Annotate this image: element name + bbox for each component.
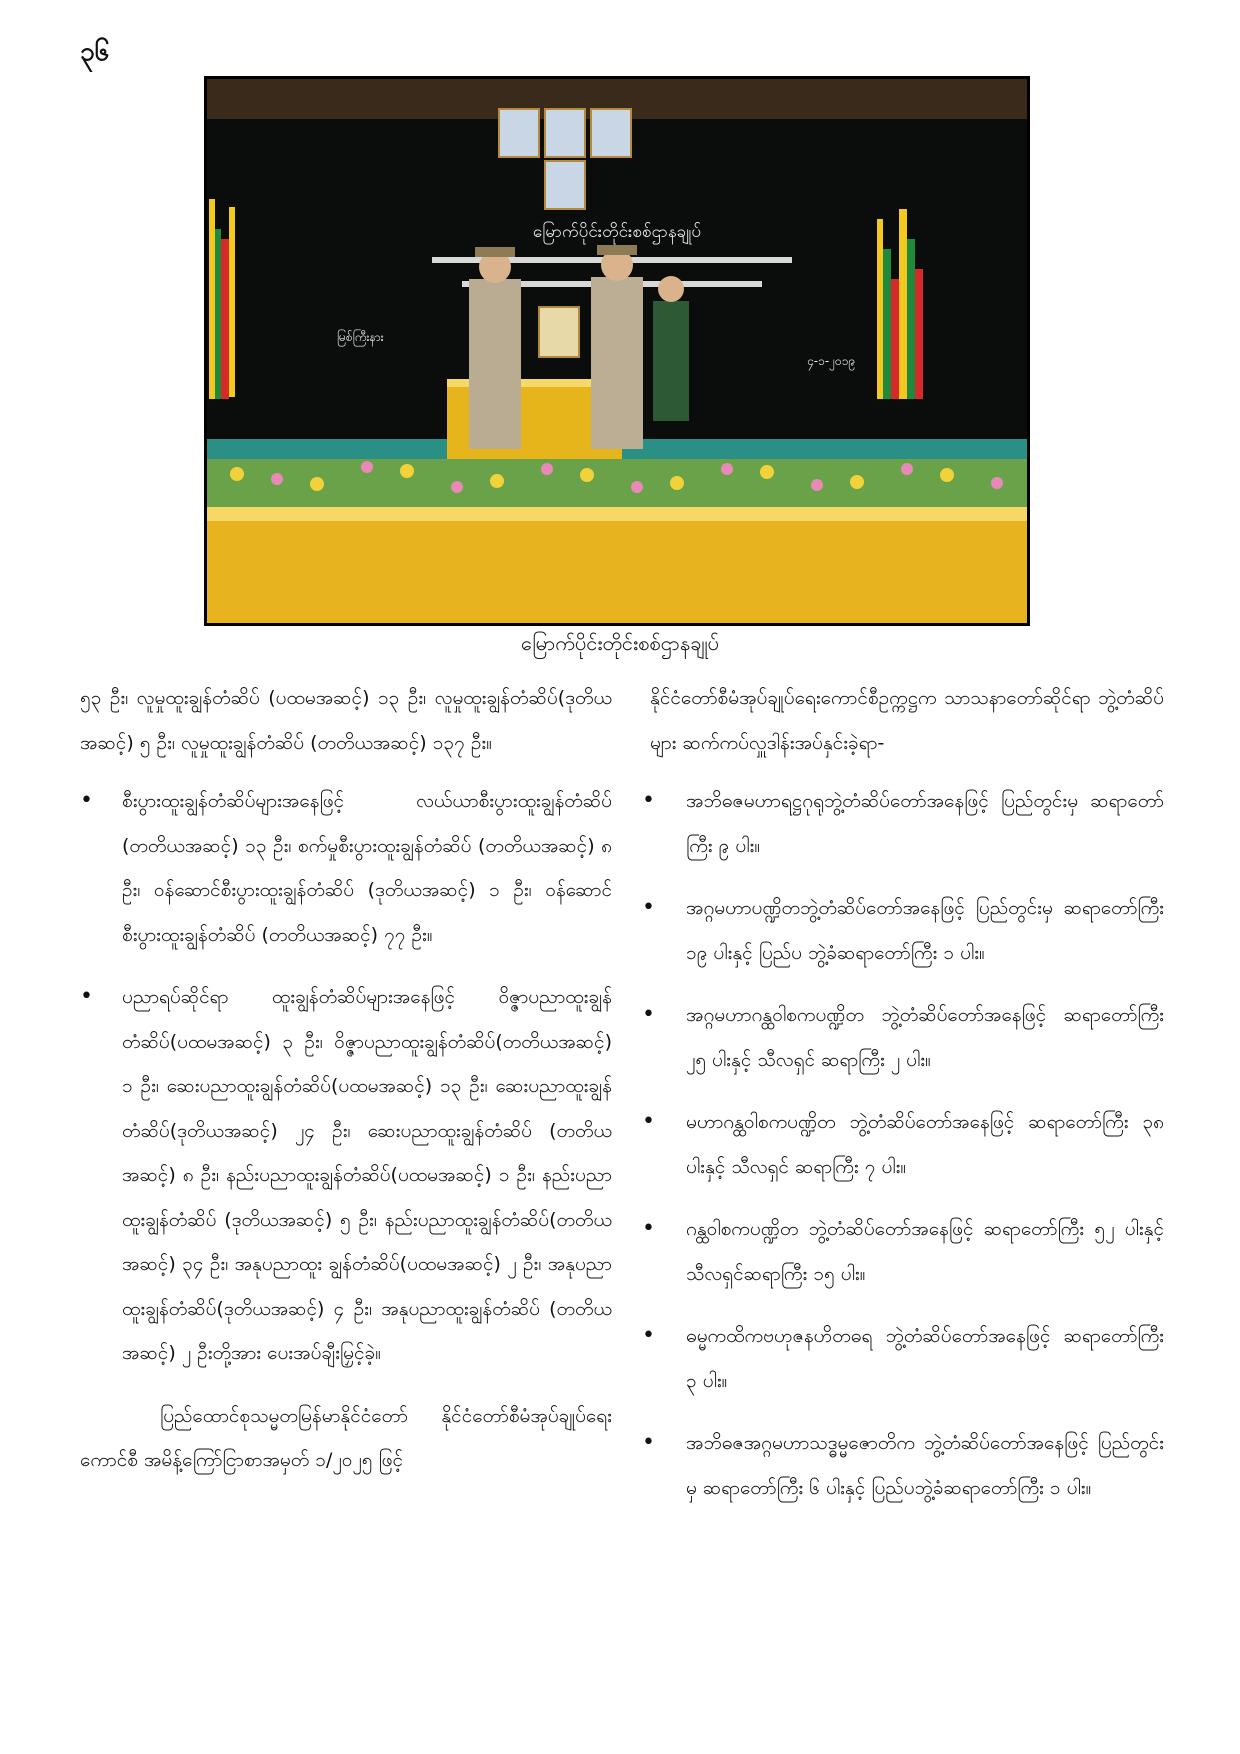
- left-column: [80, 676, 612, 1497]
- page-number: ၃၆: [80, 37, 110, 67]
- left-bullet-list: [80, 779, 612, 1376]
- list-item: • ဂန္ထဝါစကပဏ္ဍိတ ဘွဲ့တံဆိပ်တော်အနေဖြင့် ဆရာတော်ကြီး ၅၂ ပါးနှင့် သီလရှင်ဆရာကြီး ၁၅ ပါး။: [642, 1207, 1164, 1296]
- list-item: • အဘိဓဇအဂ္ဂမဟာသဒ္ဓမ္မဇောတိက ဘွဲ့တံဆိပ်တော်အနေဖြင့် ပြည်တွင်းမှ ဆရာတော်ကြီး ၆ ပါးနှင့် ပြည်ပဘွဲ့ခံဆရာတော်ကြီး ၁ ပါး။: [642, 1421, 1164, 1510]
- right-bullet-list: [650, 779, 1164, 1510]
- list-item: • အဘိဓဇမဟာရဋ္ဌဂုရုဘွဲ့တံဆိပ်တော်အနေဖြင့် ပြည်တွင်းမှ ဆရာတော်ကြီး ၉ ပါး။: [642, 779, 1164, 868]
- banner-location: မြစ်ကြီးနား: [337, 330, 384, 344]
- list-item: • ပညာရပ်ဆိုင်ရာ ထူးချွန်တံဆိပ်များအနေဖြင့် ဝိဇ္ဇာပညာထူးချွန်တံဆိပ်(ပထမအဆင့်) ၃ ဦး၊ ဝိဇ္ဇာပညာထူးချွန်တံဆိပ်(တတိယအဆင့်) ၁ ဦး၊ ဆေးပညာထူးချွန်တံဆိပ်(ပထမအဆင့်) ၁၃ ဦး၊ ဆေးပညာထူးချွန်တံဆိပ်(ဒုတိယအဆင့်) ၂၄ ဦး၊ ဆေးပညာထူးချွန်တံဆိပ် (တတိယအဆင့်) ၈ ဦး၊ နည်းပညာထူးချွန်တံဆိပ်(ပထမအဆင့်) ၁ ဦး၊ နည်းပညာထူးချွန်တံဆိပ် (ဒုတိယအဆင့်) ၅ ဦး၊ နည်းပညာထူးချွန်တံဆိပ်(တတိယအဆင့်) ၃၄ ဦး၊ အနုပညာထူး ချွန်တံဆိပ်(ပထမအဆင့်) ၂ ဦး၊ အနုပညာထူးချွန်တံဆိပ်(ဒုတိယအဆင့်) ၄ ဦး၊ အနုပညာထူးချွန်တံဆိပ် (တတိယအဆင့်) ၂ ဦးတို့အား ပေးအပ်ချီးမြှင့်ခဲ့။: [80, 975, 612, 1376]
- left-intro: ၅၃ ဦး၊ လူမှုထူးချွန်တံဆိပ် (ပထမအဆင့်) ၁၃ ဦး၊ လူမှုထူးချွန်တံဆိပ်(ဒုတိယအဆင့်) ၅ ဦး၊ လူမှုထူးချွန်တံဆိပ် (တတိယအဆင့်) ၁၃၇ ဦး။: [80, 687, 612, 754]
- list-item: • စီးပွားထူးချွန်တံဆိပ်များအနေဖြင့် လယ်ယာစီးပွားထူးချွန်တံဆိပ် (တတိယအဆင့်) ၁၃ ဦး၊ စက်မှုစီးပွားထူးချွန်တံဆိပ် (တတိယအဆင့်) ၈ ဦး၊ ဝန်ဆောင်စီးပွားထူးချွန်တံဆိပ် (ဒုတိယအဆင့်) ၁ ဦး၊ ဝန်ဆောင်စီးပွားထူးချွန်တံဆိပ် (တတိယအဆင့်) ၇၇ ဦး။: [80, 779, 612, 957]
- right-column: [650, 676, 1164, 1528]
- banner-date: ၄-၁-၂၀၁၉: [807, 354, 856, 368]
- right-intro: နိုင်ငံတော်စီမံအုပ်ချုပ်ရေးကောင်စီဥက္ကဋ္ဌက သာသနာတော်ဆိုင်ရာ ဘွဲ့တံဆိပ်များ ဆက်ကပ်လှူဒါန်းအပ်နှင်းခဲ့ရာ-: [650, 687, 1164, 754]
- banner-line-1: မြောက်ပိုင်းတိုင်းစစ်ဌာနချုပ်: [532, 222, 702, 242]
- ceremony-photo: [204, 76, 1030, 626]
- list-item: • အဂ္ဂမဟာဂန္ထဝါစကပဏ္ဍိတ ဘွဲ့တံဆိပ်တော်အနေဖြင့် ဆရာတော်ကြီး ၂၅ ပါးနှင့် သီလရှင် ဆရာကြီး ၂ ပါး။: [642, 993, 1164, 1082]
- photo-caption: မြောက်ပိုင်းတိုင်းစစ်ဌာနချုပ်: [521, 631, 719, 655]
- left-closing: ပြည်ထောင်စုသမ္မတမြန်မာနိုင်ငံတော် နိုင်ငံတော်စီမံအုပ်ချုပ်ရေးကောင်စီ အမိန့်ကြော်ငြာစာအမှတ် ၁/၂၀၂၅ ဖြင့်: [80, 1404, 612, 1471]
- list-item: • အဂ္ဂမဟာပဏ္ဍိတဘွဲ့တံဆိပ်တော်အနေဖြင့် ပြည်တွင်းမှ ဆရာတော်ကြီး ၁၉ ပါးနှင့် ပြည်ပ ဘွဲ့ခံဆရာတော်ကြီး ၁ ပါး။: [642, 886, 1164, 975]
- list-item: • မဟာဂန္ထဝါစကပဏ္ဍိတ ဘွဲ့တံဆိပ်တော်အနေဖြင့် ဆရာတော်ကြီး ၃၈ ပါးနှင့် သီလရှင် ဆရာကြီး ၇ ပါး။: [642, 1100, 1164, 1189]
- list-item: • ဓမ္မကထိကဗဟုဇနဟိတဓရ ဘွဲ့တံဆိပ်တော်အနေဖြင့် ဆရာတော်ကြီး ၃ ပါး။: [642, 1314, 1164, 1403]
- ceremony-photo-icon: [207, 79, 1027, 623]
